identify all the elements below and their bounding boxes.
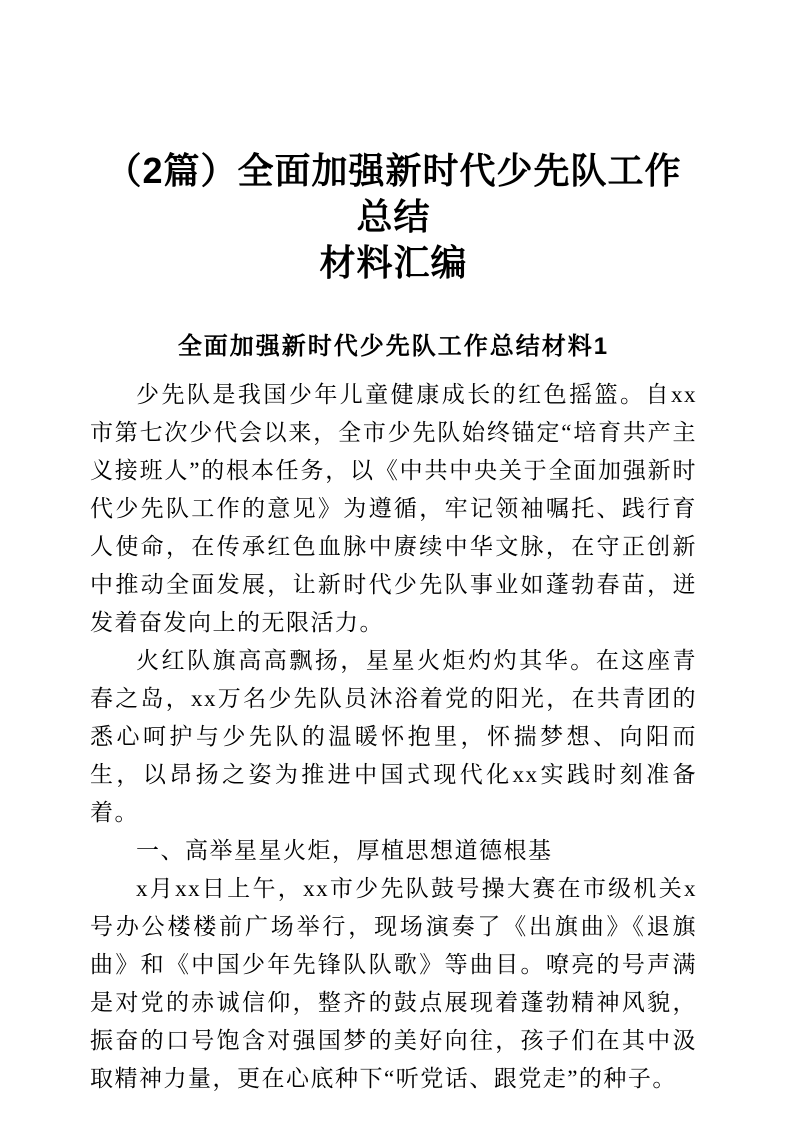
- body-paragraph: x月xx日上午，xx市少先队鼓号操大赛在市级机关x号办公楼楼前广场举行，现场演奏了《出旗曲》《退旗曲》和《中国少年先锋队队歌》等曲目。嘹亮的号声满是对党的赤诚信仰，整齐的鼓点展现着蓬勃精神风貌，振奋的口号饱含对强国梦的美好向往，孩子们在其中汲取精神力量，更在心底种下“听党话、跟党走”的种子。: [90, 876, 697, 1091]
- document-title: [90, 148, 697, 286]
- document-title-line-1: （2篇）全面加强新时代少先队工作总结: [105, 150, 682, 237]
- section-heading: 全面加强新时代少先队工作总结材料1: [177, 333, 610, 360]
- body-subheading: 一、高举星星火炬，厚植思想道德根基: [136, 838, 553, 863]
- body-paragraph: 火红队旗高高飘扬，星星火炬灼灼其华。在这座青春之岛，xx万名少先队员沐浴着党的阳光，在共青团的悉心呵护与少先队的温暖怀抱里，怀揣梦想、向阳而生，以昂扬之姿为推进中国式现代化xx实践时刻准备着。: [90, 648, 697, 825]
- document-title-line-2: 材料汇编: [319, 242, 468, 283]
- body-paragraph: 少先队是我国少年儿童健康成长的红色摇篮。自xx市第七次少代会以来，全市少先队始终锚定“培育共产主义接班人”的根本任务，以《中共中央关于全面加强新时代少先队工作的意见》为遵循，牢记领袖嘱托、践行育人使命，在传承红色血脉中赓续中华文脉，在守正创新中推动全面发展，让新时代少先队事业如蓬勃春苗，迸发着奋发向上的无限活力。: [90, 382, 697, 635]
- document-body: [90, 376, 697, 1098]
